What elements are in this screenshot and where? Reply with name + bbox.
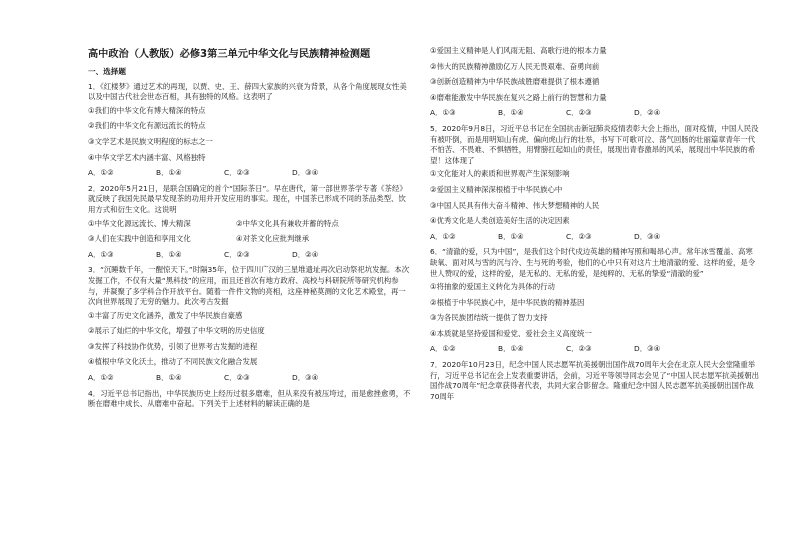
question-3-option-4: ④植根中华文化沃土，推动了不同民族文化融合发展 — [88, 357, 258, 367]
question-2-options-row-1 — [88, 219, 411, 230]
document-title: 高中政治（人教版）必修3第三单元中华文化与民族精神检测题 — [88, 49, 371, 60]
choice-c: C．②③ — [224, 373, 250, 383]
question-5-option-2: ②爱国主义精神深深根植于中华民族心中 — [430, 184, 563, 194]
choice-d: D．③④ — [634, 231, 661, 241]
question-4-option-1: ①爱国主义精神是人们风雨无阻、高歌行进的根本力量 — [430, 46, 607, 55]
choice-b: B．①④ — [156, 249, 182, 259]
question-4-option-3: ③创新创造精神为中华民族战胜磨难提供了根本遵循 — [430, 77, 600, 87]
question-4-stem: 4．习近平总书记指出，中华民族历史上经历过很多磨难，但从来没有被压垮过，而是愈挫愈勇，不断在磨难中成长、从磨难中奋起。下列关于上述材料的解读正确的是 — [88, 388, 411, 409]
right-column — [430, 46, 760, 405]
choice-d: D．③④ — [634, 344, 661, 354]
question-3-stem: 3．“沉睡数千年，一醒惊天下。”时隔35年，位于四川广汉的三星堆遗址再次启动祭祀坑发掘。本次发掘工作，不仅有大量“黑科技”的应用，而且还首次有地方政府、高校与科研院所等研究机构参与，并凝聚了多学科合作开放平台。随着一件件文物的亮相，这座神秘莫测的文化艺术殿堂，再一次向世界展现了无穷的魅力。此次考古发掘 — [88, 265, 410, 307]
choice-d: D．②④ — [292, 249, 319, 259]
question-5-option-3: ③中国人民具有伟大奋斗精神、伟大梦想精神的人民 — [430, 200, 600, 210]
question-2-choices — [88, 250, 411, 261]
question-1-option-3: ③文学艺术是民族文明程度的标志之一 — [88, 136, 213, 146]
question-6-option-3: ③为各民族团结统一提供了智力支持 — [430, 313, 548, 323]
question-5-choices — [430, 232, 760, 243]
choice-b: B．①④ — [498, 344, 524, 354]
section-heading: 一、选择题 — [88, 67, 126, 76]
question-5-stem: 5．2020年9月8日，习近平总书记在全国抗击新冠肺炎疫情表彰大会上指出，面对疫情，中国人民没有被吓倒，而是用明知山有虎、偏向虎山行的壮举，书写下可歌可泣、荡气回肠的壮丽篇章青年一代不怕苦、不畏难、不惧牺牲，用臂膀扛起如山的责任，展现出青春激昂的风采，展现出中华民族的希望！这体现了 — [430, 123, 759, 165]
question-1-stem: 1．《红楼梦》通过艺术的再现，以贾、史、王、薛四大家族的兴衰为背景，从各个角度展现女性美以及中国古代社会世态百相，具有独特的风格。这表明了 — [88, 81, 407, 102]
question-2-option-2: ②中华文化具有兼收并蓄的特点 — [236, 218, 339, 228]
choice-a: A．①② — [88, 373, 114, 383]
question-6-option-4: ④本质就是坚持爱国和爱党、爱社会主义高度统一 — [430, 328, 592, 338]
question-7-stem: 7．2020年10月23日，纪念中国人民志愿军抗美援朝出国作战70周年大会在北京人民大会堂隆重举行，习近平总书记在会上发表重要讲话，会前，习近平等领导同志会见了“中国人民志愿军抗美援朝出国作战70周年”纪念章获得者代表，共同大家合影留念。隆重纪念中国人民志愿军抗美援朝出国作战70周年 — [430, 360, 760, 401]
choice-a: A．①② — [430, 344, 456, 354]
question-3-option-3: ③发挥了科技协作优势，引领了世界考古发掘的进程 — [88, 341, 258, 351]
question-5-option-1: ①文化能对人的素质和世界观产生深刻影响 — [430, 169, 570, 179]
question-5-option-4: ④优秀文化是人类创造美好生活的决定因素 — [430, 216, 570, 226]
question-2-option-1: ①中华文化源远流长、博大精深 — [88, 218, 191, 228]
choice-c: C．②③ — [224, 168, 250, 178]
choice-a: A．①② — [430, 231, 456, 241]
question-1-option-2: ②我们的中华文化有源远流长的特点 — [88, 121, 206, 131]
choice-c: C．②③ — [566, 344, 592, 354]
question-3-choices — [88, 373, 411, 384]
question-6-option-1: ①将抽象的爱国主义转化为具体的行动 — [430, 282, 555, 292]
question-2-stem: 2．2020年5月21日，是联合国确定的首个“国际茶日”。早在唐代，第一部世界茶学专著《茶经》就反映了我国先民最早发现茶的功用并开发应用的事实。现在，中国茶已形成不同的茶品类型、饮用方式和衍生文化。这说明 — [88, 183, 407, 214]
question-4-option-4: ④磨难能激发中华民族在复兴之路上前行的智慧和力量 — [430, 92, 607, 102]
choice-a: A．①③ — [430, 108, 456, 118]
choice-b: B．①④ — [156, 168, 182, 178]
choice-d: D．③④ — [292, 168, 319, 178]
choice-b: B．①④ — [156, 373, 182, 383]
question-2-options-row-2 — [88, 234, 411, 245]
choice-b: B．①④ — [498, 108, 524, 118]
question-4-choices — [430, 108, 760, 119]
choice-d: D．③④ — [292, 373, 319, 383]
question-3-option-1: ①丰富了历史文化涵养，激发了中华民族自豪感 — [88, 310, 243, 320]
question-6-choices — [430, 344, 760, 355]
question-3-option-2: ②展示了灿烂的中华文化，增强了中华文明的历史信度 — [88, 326, 265, 336]
question-1-option-4: ④中华文学艺术内涵丰富、风格独特 — [88, 152, 206, 162]
question-2-option-3: ③人们在实践中创造和享用文化 — [88, 234, 191, 244]
choice-a: A．①② — [88, 168, 114, 178]
question-2-option-4: ④对茶文化应批判继承 — [236, 234, 310, 244]
choice-c: C．②③ — [224, 249, 250, 259]
choice-c: C．②③ — [566, 108, 592, 118]
question-6-stem: 6．“清澈的爱，只为中国”，是我们这个时代戍边英雄的精神写照和喝昂心声。常年冰雪覆盖、高寒缺氧、面对风与雪的沉与冷、生与死的考验，他们的心中只有对这片土地清澈的爱、这样的爱，是令世人赞叹的爱，这样的爱，是无私的、无私的爱，是纯粹的、无私的挚爱“清澈的爱” — [430, 247, 756, 278]
choice-b: B．①④ — [498, 231, 524, 241]
choice-c: C．②③ — [566, 231, 592, 241]
choice-a: A．①③ — [88, 249, 114, 259]
question-1-option-1: ①我们的中华文化有博大精深的特点 — [88, 105, 206, 115]
question-4-option-2: ②伟大的民族精神激励亿万人民无畏艰难、奋勇向前 — [430, 61, 600, 71]
question-6-option-2: ②根植于中华民族心中，是中华民族的精神基因 — [430, 297, 585, 307]
question-1-choices — [88, 168, 411, 179]
choice-d: D．②④ — [634, 108, 661, 118]
left-column — [88, 67, 411, 413]
